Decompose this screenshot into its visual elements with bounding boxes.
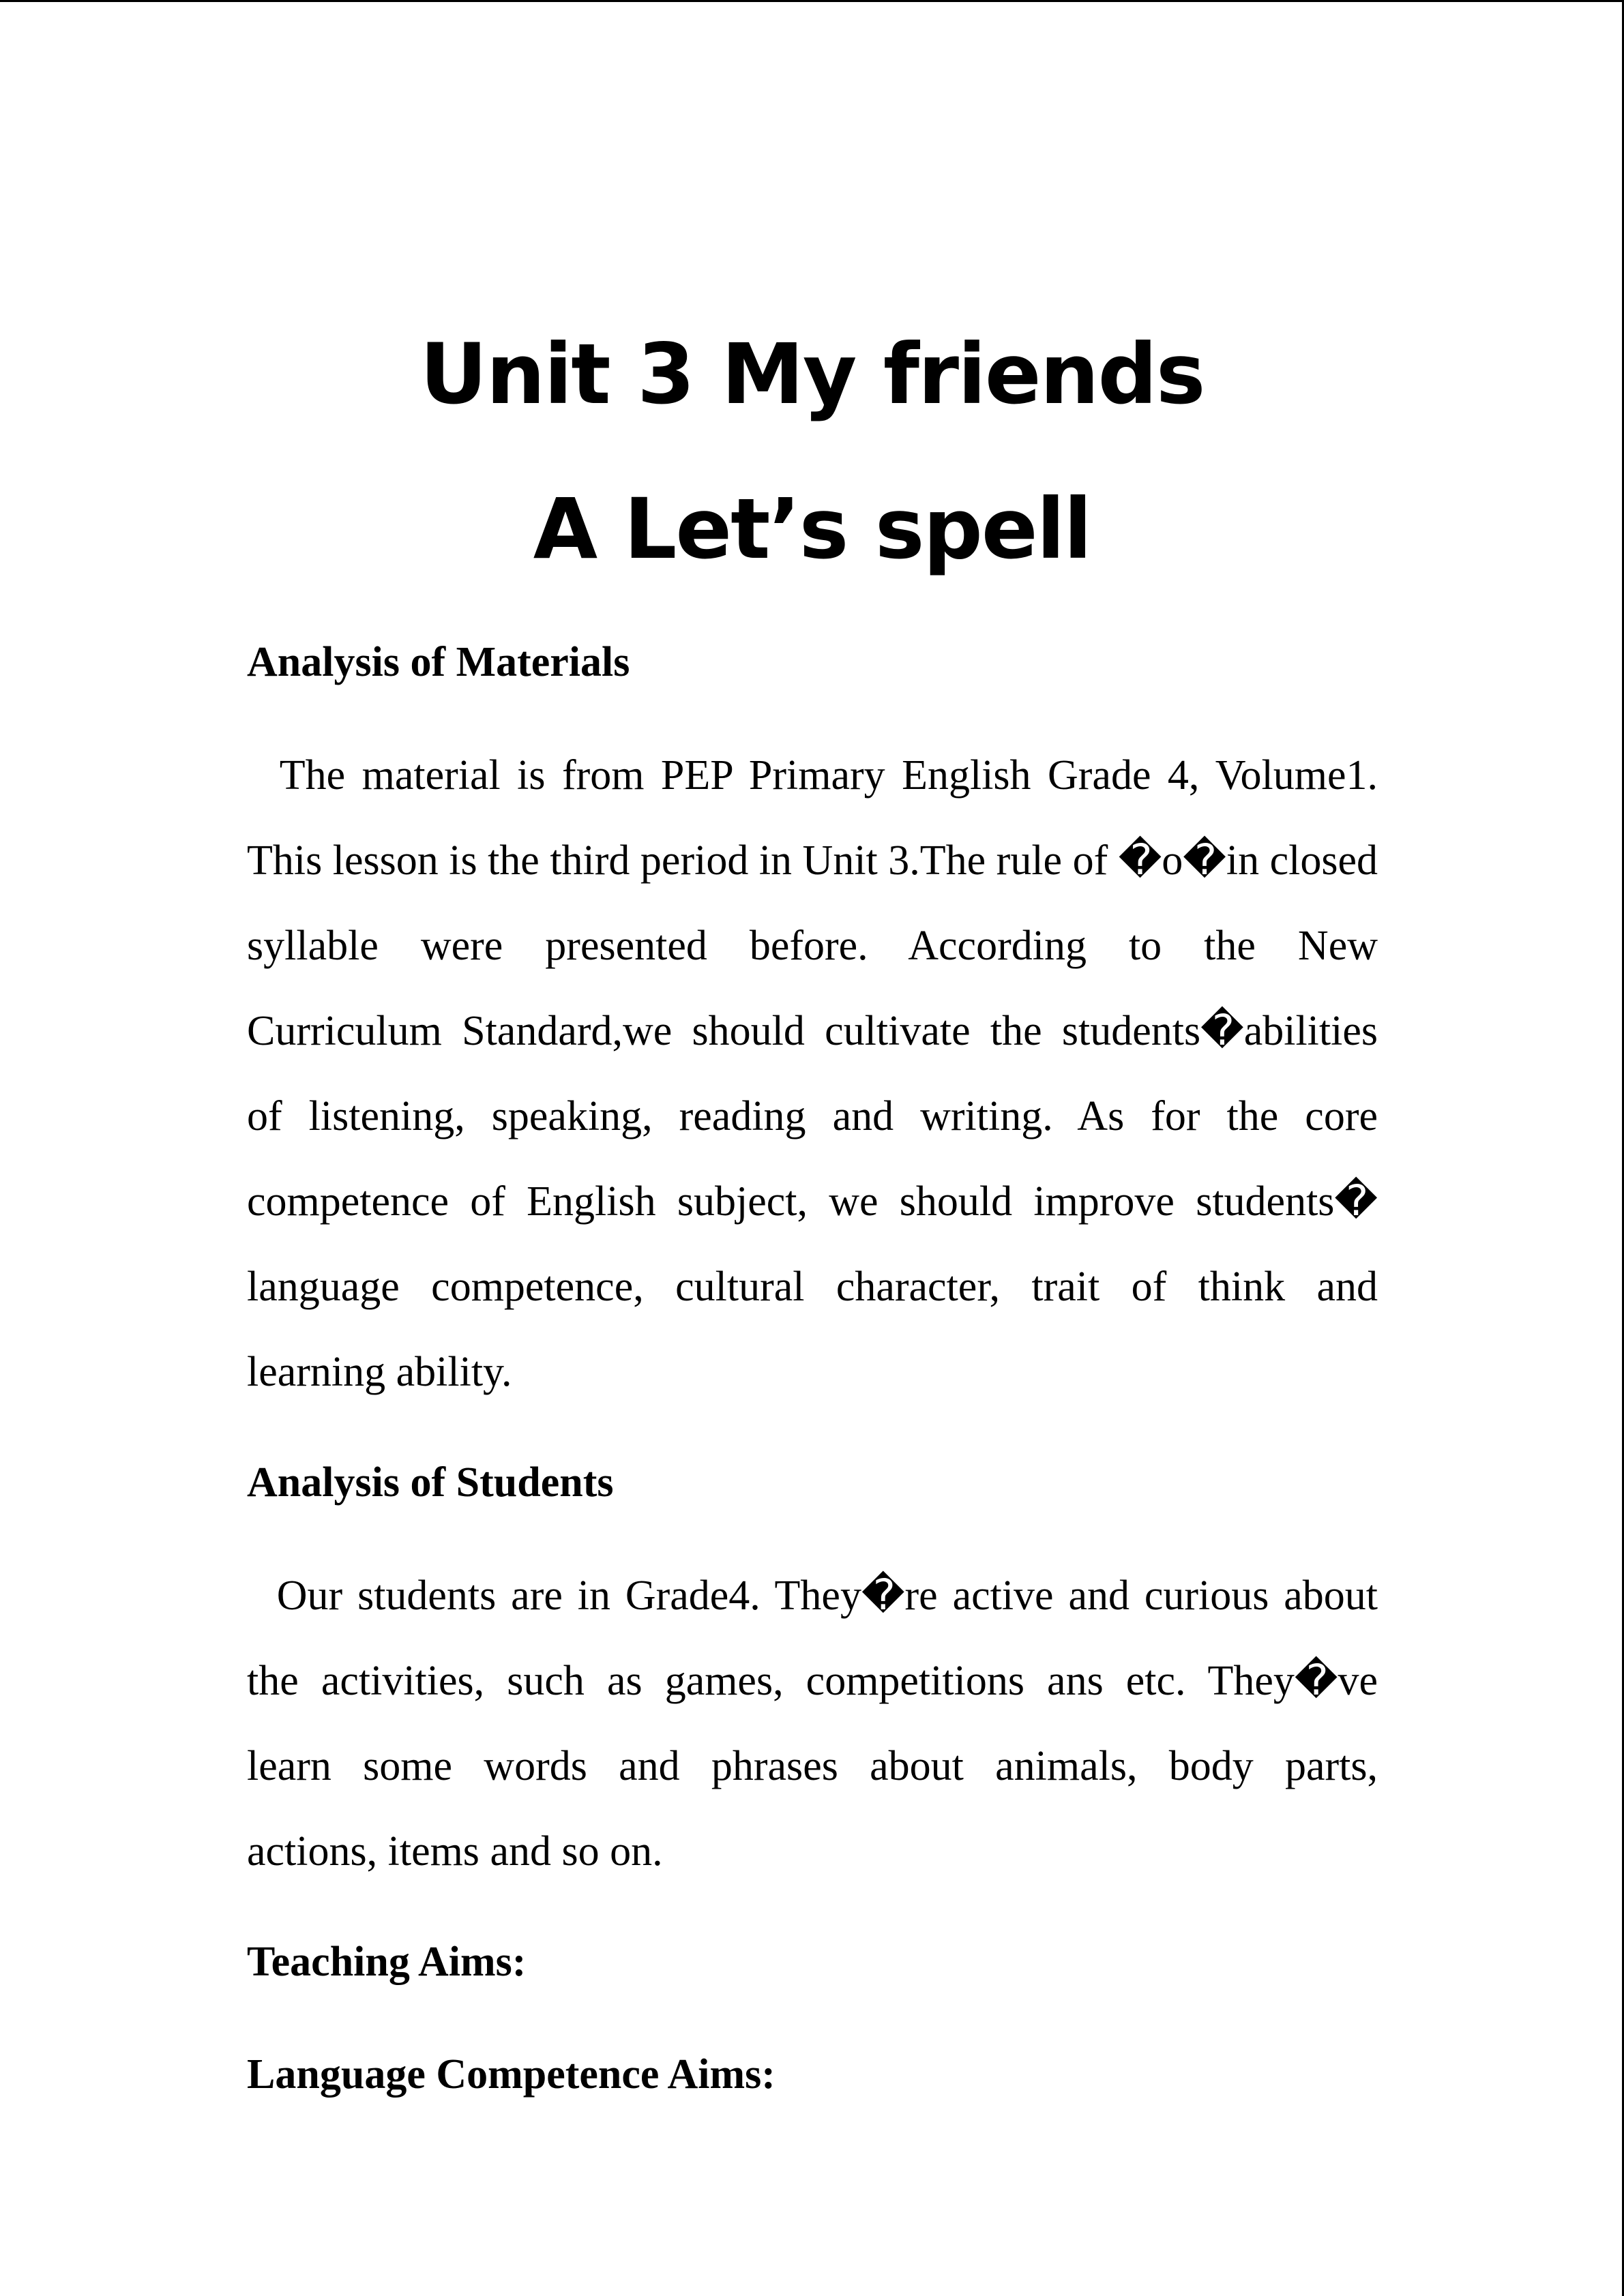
section-heading-materials: Analysis of Materials	[247, 639, 630, 685]
section-heading-teaching-aims: Teaching Aims:	[247, 1939, 527, 1985]
paragraph-line: syllable were presented before. According to the New	[247, 923, 1378, 969]
paragraph-line: Curriculum Standard,we should cultivate the students�abilities	[247, 1008, 1378, 1054]
paragraph-line: Our students are in Grade4. They�re active and curious about	[247, 1572, 1378, 1619]
page-border-top	[0, 0, 1624, 2]
paragraph-line: of listening, speaking, reading and writing. As for the core	[247, 1093, 1378, 1139]
paragraph-line: The material is from PEP Primary English Grade 4, Volume1.	[247, 752, 1378, 799]
paragraph-line: learn some words and phrases about animals, body parts,	[247, 1743, 1378, 1789]
paragraph-line: competence of English subject, we should improve students�	[247, 1178, 1378, 1225]
section-heading-students: Analysis of Students	[247, 1459, 614, 1506]
paragraph-line: This lesson is the third period in Unit 3.The rule of �o�in closed	[247, 837, 1378, 884]
paragraph-students	[247, 1553, 1378, 1894]
paragraph-line: actions, items and so on.	[247, 1828, 663, 1875]
paragraph-line: learning ability.	[247, 1349, 512, 1395]
paragraph-line: the activities, such as games, competitions ans etc. They�ve	[247, 1658, 1378, 1704]
paragraph-materials	[247, 733, 1378, 1415]
section-heading-language-competence-aims: Language Competence Aims:	[247, 2051, 776, 2098]
document-title: Unit 3 My friends	[419, 326, 1205, 423]
paragraph-line: language competence, cultural character, trait of think and	[247, 1264, 1378, 1310]
document-subtitle: A Let’s spell	[533, 481, 1091, 578]
